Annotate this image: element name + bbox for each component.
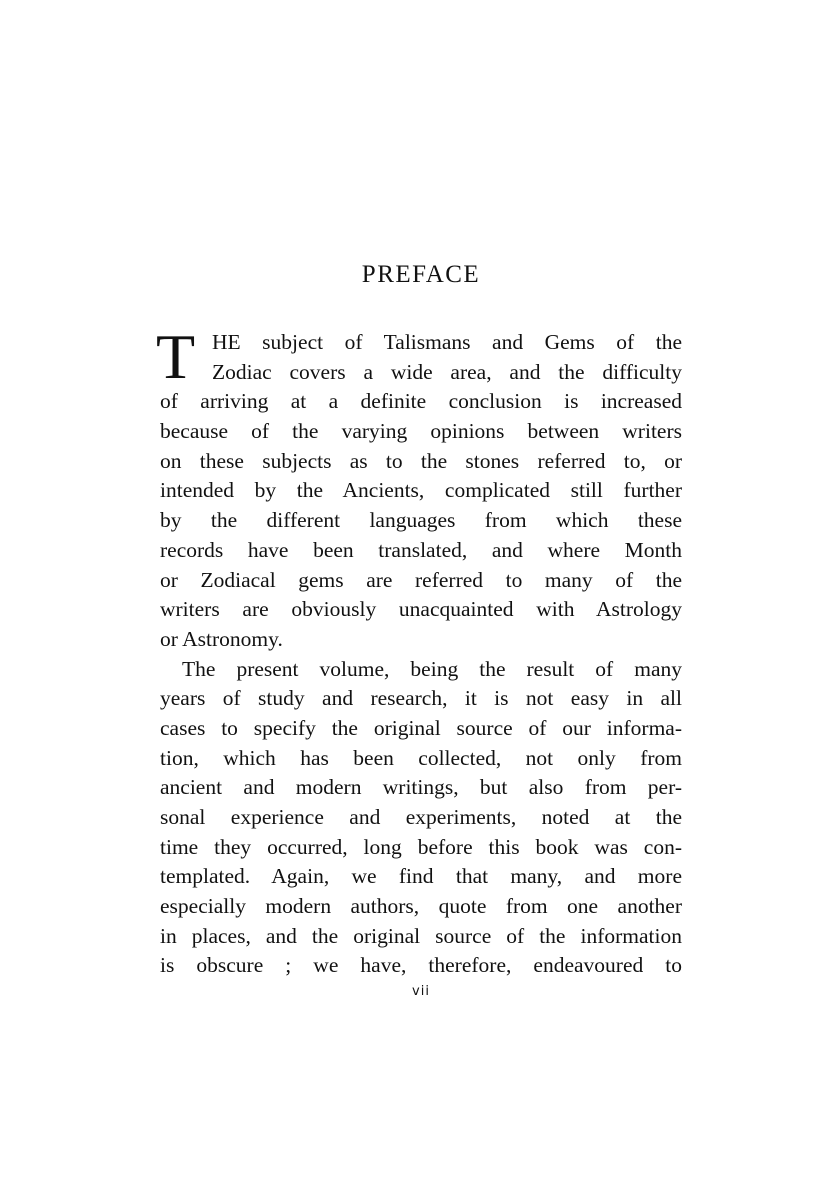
text-line: because of the varying opinions between writers bbox=[160, 419, 682, 444]
text-line: Zodiac covers a wide area, and the difficulty bbox=[212, 359, 682, 384]
drop-cap: T bbox=[156, 321, 196, 392]
text-line: writers are obviously unacquainted with Astrology bbox=[160, 597, 682, 622]
text-line: especially modern authors, quote from one another bbox=[160, 894, 682, 919]
text-line: on these subjects as to the stones referred to, or bbox=[160, 448, 682, 473]
text-line: time they occurred, long before this book was con- bbox=[160, 834, 682, 859]
page-number: vii bbox=[412, 984, 430, 999]
text-line: records have been translated, and where Month bbox=[160, 537, 682, 562]
text-line: templated. Again, we find that many, and more bbox=[160, 864, 682, 889]
text-line: is obscure ; we have, therefore, endeavoured to bbox=[160, 953, 682, 978]
text-line: ancient and modern writings, but also from per- bbox=[160, 775, 682, 800]
text-line: by the different languages from which these bbox=[160, 508, 682, 533]
text-line: of arriving at a definite conclusion is increased bbox=[160, 389, 682, 414]
chapter-heading: PREFACE bbox=[361, 261, 481, 288]
book-page bbox=[156, 0, 682, 1191]
text-line: intended by the Ancients, complicated still further bbox=[160, 478, 682, 503]
text-line: sonal experience and experiments, noted at the bbox=[160, 805, 682, 829]
preface-body bbox=[160, 328, 682, 981]
text-line: HE subject of Talismans and Gems of the bbox=[212, 330, 682, 354]
text-line: or Astronomy. bbox=[160, 626, 283, 651]
text-line: or Zodiacal gems are referred to many of the bbox=[160, 567, 682, 592]
text-line: in places, and the original source of the information bbox=[160, 923, 682, 948]
text-line: tion, which has been collected, not only from bbox=[160, 745, 682, 770]
text-line: years of study and research, it is not easy in all bbox=[160, 686, 682, 711]
text-line: The present volume, being the result of many bbox=[182, 656, 682, 681]
text-line: cases to specify the original source of our informa- bbox=[160, 715, 682, 740]
